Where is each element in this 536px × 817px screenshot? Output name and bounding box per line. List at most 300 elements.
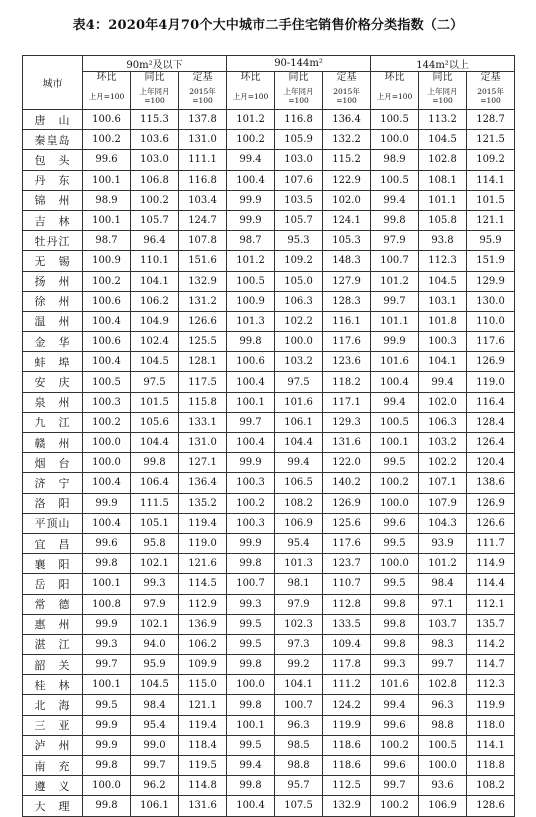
table-title: 表4：2020年4月70个大中城市二手住宅销售价格分类指数（二） bbox=[72, 18, 464, 33]
table-row bbox=[23, 776, 515, 796]
index-value-cell: 109.9 bbox=[179, 655, 227, 675]
table-row bbox=[23, 271, 515, 291]
index-value-cell: 100.2 bbox=[371, 735, 419, 755]
index-value-cell: 100.2 bbox=[227, 493, 275, 513]
index-value-cell: 100.0 bbox=[83, 776, 131, 796]
index-value-cell: 100.4 bbox=[371, 372, 419, 392]
city-name-cell: 金 华 bbox=[23, 332, 83, 352]
index-value-cell: 100.0 bbox=[371, 130, 419, 150]
table-row bbox=[23, 735, 515, 755]
sub-header-mom: 环比 bbox=[371, 72, 419, 84]
index-value-cell: 99.8 bbox=[227, 655, 275, 675]
index-value-cell: 99.7 bbox=[419, 655, 467, 675]
index-value-cell: 99.6 bbox=[371, 715, 419, 735]
index-value-cell: 99.0 bbox=[131, 735, 179, 755]
index-value-cell: 99.8 bbox=[83, 796, 131, 816]
city-name-cell: 韶 关 bbox=[23, 655, 83, 675]
index-value-cell: 99.4 bbox=[227, 150, 275, 170]
index-value-cell: 99.9 bbox=[83, 493, 131, 513]
index-value-cell: 96.3 bbox=[419, 695, 467, 715]
table-row bbox=[23, 190, 515, 210]
index-value-cell: 119.0 bbox=[467, 372, 515, 392]
index-value-cell: 96.4 bbox=[131, 231, 179, 251]
table-row bbox=[23, 614, 515, 634]
index-value-cell: 99.8 bbox=[227, 695, 275, 715]
table-row bbox=[23, 392, 515, 412]
sub-header-mom: 环比 bbox=[83, 72, 131, 84]
index-value-cell: 119.0 bbox=[179, 533, 227, 553]
group-header-medium: 90-144m² bbox=[227, 56, 371, 72]
index-value-cell: 100.2 bbox=[371, 796, 419, 816]
table-row bbox=[23, 574, 515, 594]
city-name-cell: 丹 东 bbox=[23, 170, 83, 190]
index-value-cell: 99.8 bbox=[83, 554, 131, 574]
index-value-cell: 100.4 bbox=[83, 473, 131, 493]
index-value-cell: 131.6 bbox=[323, 433, 371, 453]
city-name-cell: 平顶山 bbox=[23, 513, 83, 533]
index-value-cell: 104.5 bbox=[131, 675, 179, 695]
index-value-cell: 100.1 bbox=[227, 392, 275, 412]
index-value-cell: 99.9 bbox=[227, 210, 275, 230]
index-value-cell: 131.0 bbox=[179, 130, 227, 150]
city-name-cell: 遵 义 bbox=[23, 776, 83, 796]
group-header-large: 144m²以上 bbox=[371, 56, 515, 72]
index-value-cell: 95.9 bbox=[467, 231, 515, 251]
city-name-cell: 惠 州 bbox=[23, 614, 83, 634]
index-value-cell: 123.7 bbox=[323, 554, 371, 574]
index-value-cell: 100.0 bbox=[227, 675, 275, 695]
index-value-cell: 99.5 bbox=[83, 695, 131, 715]
city-name-cell: 蚌 埠 bbox=[23, 352, 83, 372]
sub-header-base: 定基 bbox=[323, 72, 371, 84]
index-value-cell: 100.5 bbox=[371, 412, 419, 432]
index-value-cell: 104.4 bbox=[131, 433, 179, 453]
index-value-cell: 100.8 bbox=[83, 594, 131, 614]
sub-header-base: 定基 bbox=[179, 72, 227, 84]
index-value-cell: 138.6 bbox=[467, 473, 515, 493]
group-header-small: 90m²及以下 bbox=[83, 56, 227, 72]
index-value-cell: 103.7 bbox=[419, 614, 467, 634]
index-value-cell: 121.1 bbox=[179, 695, 227, 715]
index-value-cell: 118.4 bbox=[179, 735, 227, 755]
index-value-cell: 100.2 bbox=[371, 473, 419, 493]
index-value-cell: 102.2 bbox=[419, 453, 467, 473]
index-value-cell: 119.9 bbox=[323, 715, 371, 735]
index-value-cell: 114.9 bbox=[467, 554, 515, 574]
index-value-cell: 99.4 bbox=[371, 695, 419, 715]
index-value-cell: 99.9 bbox=[371, 332, 419, 352]
index-value-cell: 103.6 bbox=[131, 130, 179, 150]
index-value-cell: 95.4 bbox=[131, 715, 179, 735]
city-name-cell: 湛 江 bbox=[23, 634, 83, 654]
index-value-cell: 108.2 bbox=[467, 776, 515, 796]
index-value-cell: 115.0 bbox=[179, 675, 227, 695]
index-value-cell: 109.2 bbox=[467, 150, 515, 170]
index-value-cell: 99.7 bbox=[371, 291, 419, 311]
index-value-cell: 130.0 bbox=[467, 291, 515, 311]
index-value-cell: 100.2 bbox=[131, 190, 179, 210]
index-value-cell: 114.7 bbox=[467, 655, 515, 675]
index-value-cell: 99.2 bbox=[275, 655, 323, 675]
index-value-cell: 99.7 bbox=[83, 655, 131, 675]
index-value-cell: 104.5 bbox=[419, 130, 467, 150]
table-row bbox=[23, 533, 515, 553]
index-value-cell: 100.0 bbox=[371, 493, 419, 513]
index-value-cell: 99.7 bbox=[131, 756, 179, 776]
index-value-cell: 100.0 bbox=[419, 756, 467, 776]
index-value-cell: 99.4 bbox=[227, 756, 275, 776]
index-value-cell: 100.7 bbox=[227, 574, 275, 594]
index-value-cell: 103.2 bbox=[419, 433, 467, 453]
table-row bbox=[23, 513, 515, 533]
index-value-cell: 100.3 bbox=[83, 392, 131, 412]
index-value-cell: 100.6 bbox=[83, 332, 131, 352]
index-value-cell: 99.9 bbox=[227, 453, 275, 473]
index-value-cell: 100.2 bbox=[83, 271, 131, 291]
index-value-cell: 114.1 bbox=[467, 170, 515, 190]
index-value-cell: 117.6 bbox=[323, 332, 371, 352]
index-value-cell: 99.8 bbox=[227, 332, 275, 352]
index-value-cell: 114.4 bbox=[467, 574, 515, 594]
index-value-cell: 93.6 bbox=[419, 776, 467, 796]
index-value-cell: 100.5 bbox=[419, 735, 467, 755]
index-value-cell: 113.2 bbox=[419, 110, 467, 130]
index-value-cell: 101.8 bbox=[419, 311, 467, 331]
city-name-cell: 桂 林 bbox=[23, 675, 83, 695]
index-value-cell: 105.6 bbox=[131, 412, 179, 432]
index-value-cell: 98.7 bbox=[227, 231, 275, 251]
table-row bbox=[23, 695, 515, 715]
index-value-cell: 99.9 bbox=[83, 715, 131, 735]
index-value-cell: 137.8 bbox=[179, 110, 227, 130]
index-value-cell: 100.9 bbox=[227, 291, 275, 311]
index-value-cell: 101.6 bbox=[371, 675, 419, 695]
table-row bbox=[23, 634, 515, 654]
index-value-cell: 97.1 bbox=[419, 594, 467, 614]
index-value-cell: 105.7 bbox=[275, 210, 323, 230]
index-value-cell: 110.0 bbox=[467, 311, 515, 331]
city-name-cell: 南 充 bbox=[23, 756, 83, 776]
index-value-cell: 104.3 bbox=[419, 513, 467, 533]
index-value-cell: 97.9 bbox=[131, 594, 179, 614]
index-value-cell: 108.2 bbox=[275, 493, 323, 513]
sub-header-yoy: 同比 bbox=[419, 72, 467, 84]
table-row bbox=[23, 594, 515, 614]
index-value-cell: 100.1 bbox=[227, 715, 275, 735]
index-value-cell: 126.6 bbox=[179, 311, 227, 331]
sub-header-yoy: 同比 bbox=[131, 72, 179, 84]
table-row bbox=[23, 231, 515, 251]
index-value-cell: 106.1 bbox=[131, 796, 179, 816]
index-value-cell: 120.4 bbox=[467, 453, 515, 473]
table-row bbox=[23, 311, 515, 331]
index-value-cell: 133.1 bbox=[179, 412, 227, 432]
city-name-cell: 锦 州 bbox=[23, 190, 83, 210]
index-value-cell: 131.6 bbox=[179, 796, 227, 816]
sub-header-yoy: 同比 bbox=[275, 72, 323, 84]
table-row bbox=[23, 473, 515, 493]
index-value-cell: 112.5 bbox=[323, 776, 371, 796]
city-name-cell: 徐 州 bbox=[23, 291, 83, 311]
index-value-cell: 97.5 bbox=[275, 372, 323, 392]
index-value-cell: 128.4 bbox=[467, 412, 515, 432]
index-value-cell: 103.0 bbox=[275, 150, 323, 170]
sub-note-yoy: 上年同月=100 bbox=[275, 83, 323, 110]
index-value-cell: 106.9 bbox=[419, 796, 467, 816]
index-value-cell: 119.9 bbox=[467, 695, 515, 715]
index-value-cell: 107.5 bbox=[275, 796, 323, 816]
index-value-cell: 116.8 bbox=[275, 110, 323, 130]
index-value-cell: 98.8 bbox=[419, 715, 467, 735]
index-value-cell: 101.5 bbox=[131, 392, 179, 412]
index-value-cell: 99.9 bbox=[83, 614, 131, 634]
index-value-cell: 100.0 bbox=[83, 453, 131, 473]
index-value-cell: 99.5 bbox=[371, 453, 419, 473]
index-value-cell: 116.4 bbox=[467, 392, 515, 412]
index-value-cell: 106.8 bbox=[131, 170, 179, 190]
table-row bbox=[23, 352, 515, 372]
index-value-cell: 112.3 bbox=[467, 675, 515, 695]
city-name-cell: 扬 州 bbox=[23, 271, 83, 291]
index-value-cell: 100.3 bbox=[227, 513, 275, 533]
table-row bbox=[23, 291, 515, 311]
index-value-cell: 100.0 bbox=[83, 433, 131, 453]
city-name-cell: 大 理 bbox=[23, 796, 83, 816]
index-value-cell: 104.9 bbox=[131, 311, 179, 331]
index-value-cell: 99.6 bbox=[371, 756, 419, 776]
index-value-cell: 104.4 bbox=[275, 433, 323, 453]
index-value-cell: 95.7 bbox=[275, 776, 323, 796]
index-value-cell: 135.2 bbox=[179, 493, 227, 513]
index-value-cell: 98.9 bbox=[371, 150, 419, 170]
index-value-cell: 99.7 bbox=[227, 412, 275, 432]
index-value-cell: 107.8 bbox=[179, 231, 227, 251]
index-value-cell: 99.8 bbox=[371, 614, 419, 634]
index-value-cell: 118.6 bbox=[323, 756, 371, 776]
city-name-cell: 洛 阳 bbox=[23, 493, 83, 513]
index-value-cell: 112.8 bbox=[323, 594, 371, 614]
table-row bbox=[23, 655, 515, 675]
index-value-cell: 99.6 bbox=[371, 513, 419, 533]
index-value-cell: 99.5 bbox=[227, 614, 275, 634]
index-value-cell: 105.9 bbox=[275, 130, 323, 150]
index-value-cell: 100.4 bbox=[83, 311, 131, 331]
index-value-cell: 99.7 bbox=[371, 776, 419, 796]
index-value-cell: 114.5 bbox=[179, 574, 227, 594]
index-value-cell: 100.7 bbox=[275, 695, 323, 715]
index-value-cell: 100.1 bbox=[83, 170, 131, 190]
table-row bbox=[23, 412, 515, 432]
index-value-cell: 99.8 bbox=[83, 756, 131, 776]
index-value-cell: 98.1 bbox=[275, 574, 323, 594]
index-value-cell: 151.9 bbox=[467, 251, 515, 271]
index-value-cell: 103.2 bbox=[275, 352, 323, 372]
index-value-cell: 97.3 bbox=[275, 634, 323, 654]
index-value-cell: 99.9 bbox=[83, 735, 131, 755]
city-name-cell: 泸 州 bbox=[23, 735, 83, 755]
index-value-cell: 106.5 bbox=[275, 473, 323, 493]
index-value-cell: 99.3 bbox=[371, 655, 419, 675]
table-row bbox=[23, 715, 515, 735]
index-value-cell: 122.9 bbox=[323, 170, 371, 190]
index-value-cell: 106.2 bbox=[131, 291, 179, 311]
index-value-cell: 126.9 bbox=[323, 493, 371, 513]
index-value-cell: 100.4 bbox=[227, 796, 275, 816]
index-value-cell: 104.1 bbox=[419, 352, 467, 372]
index-value-cell: 103.4 bbox=[179, 190, 227, 210]
index-value-cell: 101.3 bbox=[275, 554, 323, 574]
index-value-cell: 116.1 bbox=[323, 311, 371, 331]
index-value-cell: 102.1 bbox=[131, 554, 179, 574]
index-value-cell: 116.8 bbox=[179, 170, 227, 190]
index-value-cell: 129.9 bbox=[467, 271, 515, 291]
index-value-cell: 100.0 bbox=[275, 332, 323, 352]
sub-note-base: 2015年=100 bbox=[179, 83, 227, 110]
index-value-cell: 96.2 bbox=[131, 776, 179, 796]
index-value-cell: 100.5 bbox=[371, 110, 419, 130]
index-value-cell: 101.2 bbox=[227, 251, 275, 271]
index-value-cell: 117.6 bbox=[467, 332, 515, 352]
city-name-cell: 唐 山 bbox=[23, 110, 83, 130]
index-value-cell: 105.1 bbox=[131, 513, 179, 533]
index-value-cell: 111.7 bbox=[467, 533, 515, 553]
index-value-cell: 128.6 bbox=[467, 796, 515, 816]
index-value-cell: 100.1 bbox=[83, 210, 131, 230]
index-value-cell: 95.9 bbox=[131, 655, 179, 675]
city-name-cell: 岳 阳 bbox=[23, 574, 83, 594]
index-value-cell: 132.2 bbox=[323, 130, 371, 150]
index-value-cell: 94.0 bbox=[131, 634, 179, 654]
index-value-cell: 99.3 bbox=[131, 574, 179, 594]
index-value-cell: 118.2 bbox=[323, 372, 371, 392]
index-value-cell: 106.2 bbox=[179, 634, 227, 654]
index-value-cell: 118.8 bbox=[467, 756, 515, 776]
index-value-cell: 100.5 bbox=[371, 170, 419, 190]
index-value-cell: 127.1 bbox=[179, 453, 227, 473]
index-value-cell: 136.4 bbox=[323, 110, 371, 130]
index-value-cell: 101.3 bbox=[227, 311, 275, 331]
index-value-cell: 95.4 bbox=[275, 533, 323, 553]
index-value-cell: 95.3 bbox=[275, 231, 323, 251]
city-name-cell: 赣 州 bbox=[23, 433, 83, 453]
city-column-header: 城市 bbox=[23, 56, 83, 110]
city-name-cell: 温 州 bbox=[23, 311, 83, 331]
index-value-cell: 99.5 bbox=[227, 735, 275, 755]
index-value-cell: 99.9 bbox=[227, 190, 275, 210]
index-value-cell: 132.9 bbox=[323, 796, 371, 816]
table-row bbox=[23, 372, 515, 392]
index-value-cell: 100.3 bbox=[227, 473, 275, 493]
city-name-cell: 无 锡 bbox=[23, 251, 83, 271]
index-value-cell: 102.3 bbox=[275, 614, 323, 634]
index-value-cell: 136.4 bbox=[179, 473, 227, 493]
sub-note-yoy: 上年同月=100 bbox=[131, 83, 179, 110]
index-value-cell: 100.6 bbox=[227, 352, 275, 372]
index-value-cell: 100.1 bbox=[371, 433, 419, 453]
index-value-cell: 100.4 bbox=[227, 170, 275, 190]
sub-note-yoy: 上年同月=100 bbox=[419, 83, 467, 110]
city-name-cell: 吉 林 bbox=[23, 210, 83, 230]
index-value-cell: 133.5 bbox=[323, 614, 371, 634]
table-row bbox=[23, 493, 515, 513]
city-name-cell: 九 江 bbox=[23, 412, 83, 432]
index-value-cell: 105.8 bbox=[419, 210, 467, 230]
index-value-cell: 93.9 bbox=[419, 533, 467, 553]
index-value-cell: 99.5 bbox=[227, 634, 275, 654]
index-value-cell: 109.2 bbox=[275, 251, 323, 271]
index-value-cell: 110.1 bbox=[131, 251, 179, 271]
index-value-cell: 99.8 bbox=[371, 634, 419, 654]
index-value-cell: 126.6 bbox=[467, 513, 515, 533]
index-value-cell: 128.7 bbox=[467, 110, 515, 130]
index-value-cell: 102.4 bbox=[131, 332, 179, 352]
index-value-cell: 111.2 bbox=[323, 675, 371, 695]
index-value-cell: 100.3 bbox=[419, 332, 467, 352]
index-value-cell: 100.4 bbox=[227, 372, 275, 392]
index-value-cell: 136.9 bbox=[179, 614, 227, 634]
index-value-cell: 118.0 bbox=[467, 715, 515, 735]
index-value-cell: 127.9 bbox=[323, 271, 371, 291]
city-name-cell: 襄 阳 bbox=[23, 554, 83, 574]
index-value-cell: 98.9 bbox=[83, 190, 131, 210]
index-value-cell: 106.3 bbox=[419, 412, 467, 432]
index-value-cell: 109.4 bbox=[323, 634, 371, 654]
index-value-cell: 121.1 bbox=[467, 210, 515, 230]
index-value-cell: 99.6 bbox=[83, 533, 131, 553]
city-name-cell: 三 亚 bbox=[23, 715, 83, 735]
index-value-cell: 115.8 bbox=[179, 392, 227, 412]
index-value-cell: 119.5 bbox=[179, 756, 227, 776]
index-value-cell: 93.8 bbox=[419, 231, 467, 251]
index-value-cell: 124.1 bbox=[323, 210, 371, 230]
index-value-cell: 102.8 bbox=[419, 150, 467, 170]
index-value-cell: 122.0 bbox=[323, 453, 371, 473]
index-value-cell: 99.9 bbox=[227, 533, 275, 553]
city-name-cell: 秦皇岛 bbox=[23, 130, 83, 150]
index-value-cell: 98.3 bbox=[419, 634, 467, 654]
index-value-cell: 131.0 bbox=[179, 433, 227, 453]
index-value-cell: 101.6 bbox=[371, 352, 419, 372]
index-value-cell: 100.7 bbox=[371, 251, 419, 271]
index-value-cell: 99.8 bbox=[227, 776, 275, 796]
index-value-cell: 103.5 bbox=[275, 190, 323, 210]
index-value-cell: 99.4 bbox=[371, 190, 419, 210]
index-value-cell: 106.3 bbox=[275, 291, 323, 311]
index-value-cell: 114.1 bbox=[467, 735, 515, 755]
index-value-cell: 98.7 bbox=[83, 231, 131, 251]
index-value-cell: 99.4 bbox=[371, 392, 419, 412]
index-value-cell: 101.2 bbox=[419, 554, 467, 574]
city-name-cell: 泉 州 bbox=[23, 392, 83, 412]
index-value-cell: 100.2 bbox=[227, 130, 275, 150]
city-name-cell: 北 海 bbox=[23, 695, 83, 715]
index-value-cell: 100.1 bbox=[83, 574, 131, 594]
table-row bbox=[23, 150, 515, 170]
index-value-cell: 117.6 bbox=[323, 533, 371, 553]
index-value-cell: 111.5 bbox=[131, 493, 179, 513]
table-row bbox=[23, 554, 515, 574]
index-value-cell: 102.0 bbox=[419, 392, 467, 412]
index-value-cell: 100.4 bbox=[83, 352, 131, 372]
table-row bbox=[23, 170, 515, 190]
index-value-cell: 96.3 bbox=[275, 715, 323, 735]
city-name-cell: 安 庆 bbox=[23, 372, 83, 392]
index-value-cell: 99.5 bbox=[371, 533, 419, 553]
city-name-cell: 烟 台 bbox=[23, 453, 83, 473]
index-value-cell: 102.1 bbox=[131, 614, 179, 634]
index-value-cell: 100.5 bbox=[227, 271, 275, 291]
table-row bbox=[23, 210, 515, 230]
